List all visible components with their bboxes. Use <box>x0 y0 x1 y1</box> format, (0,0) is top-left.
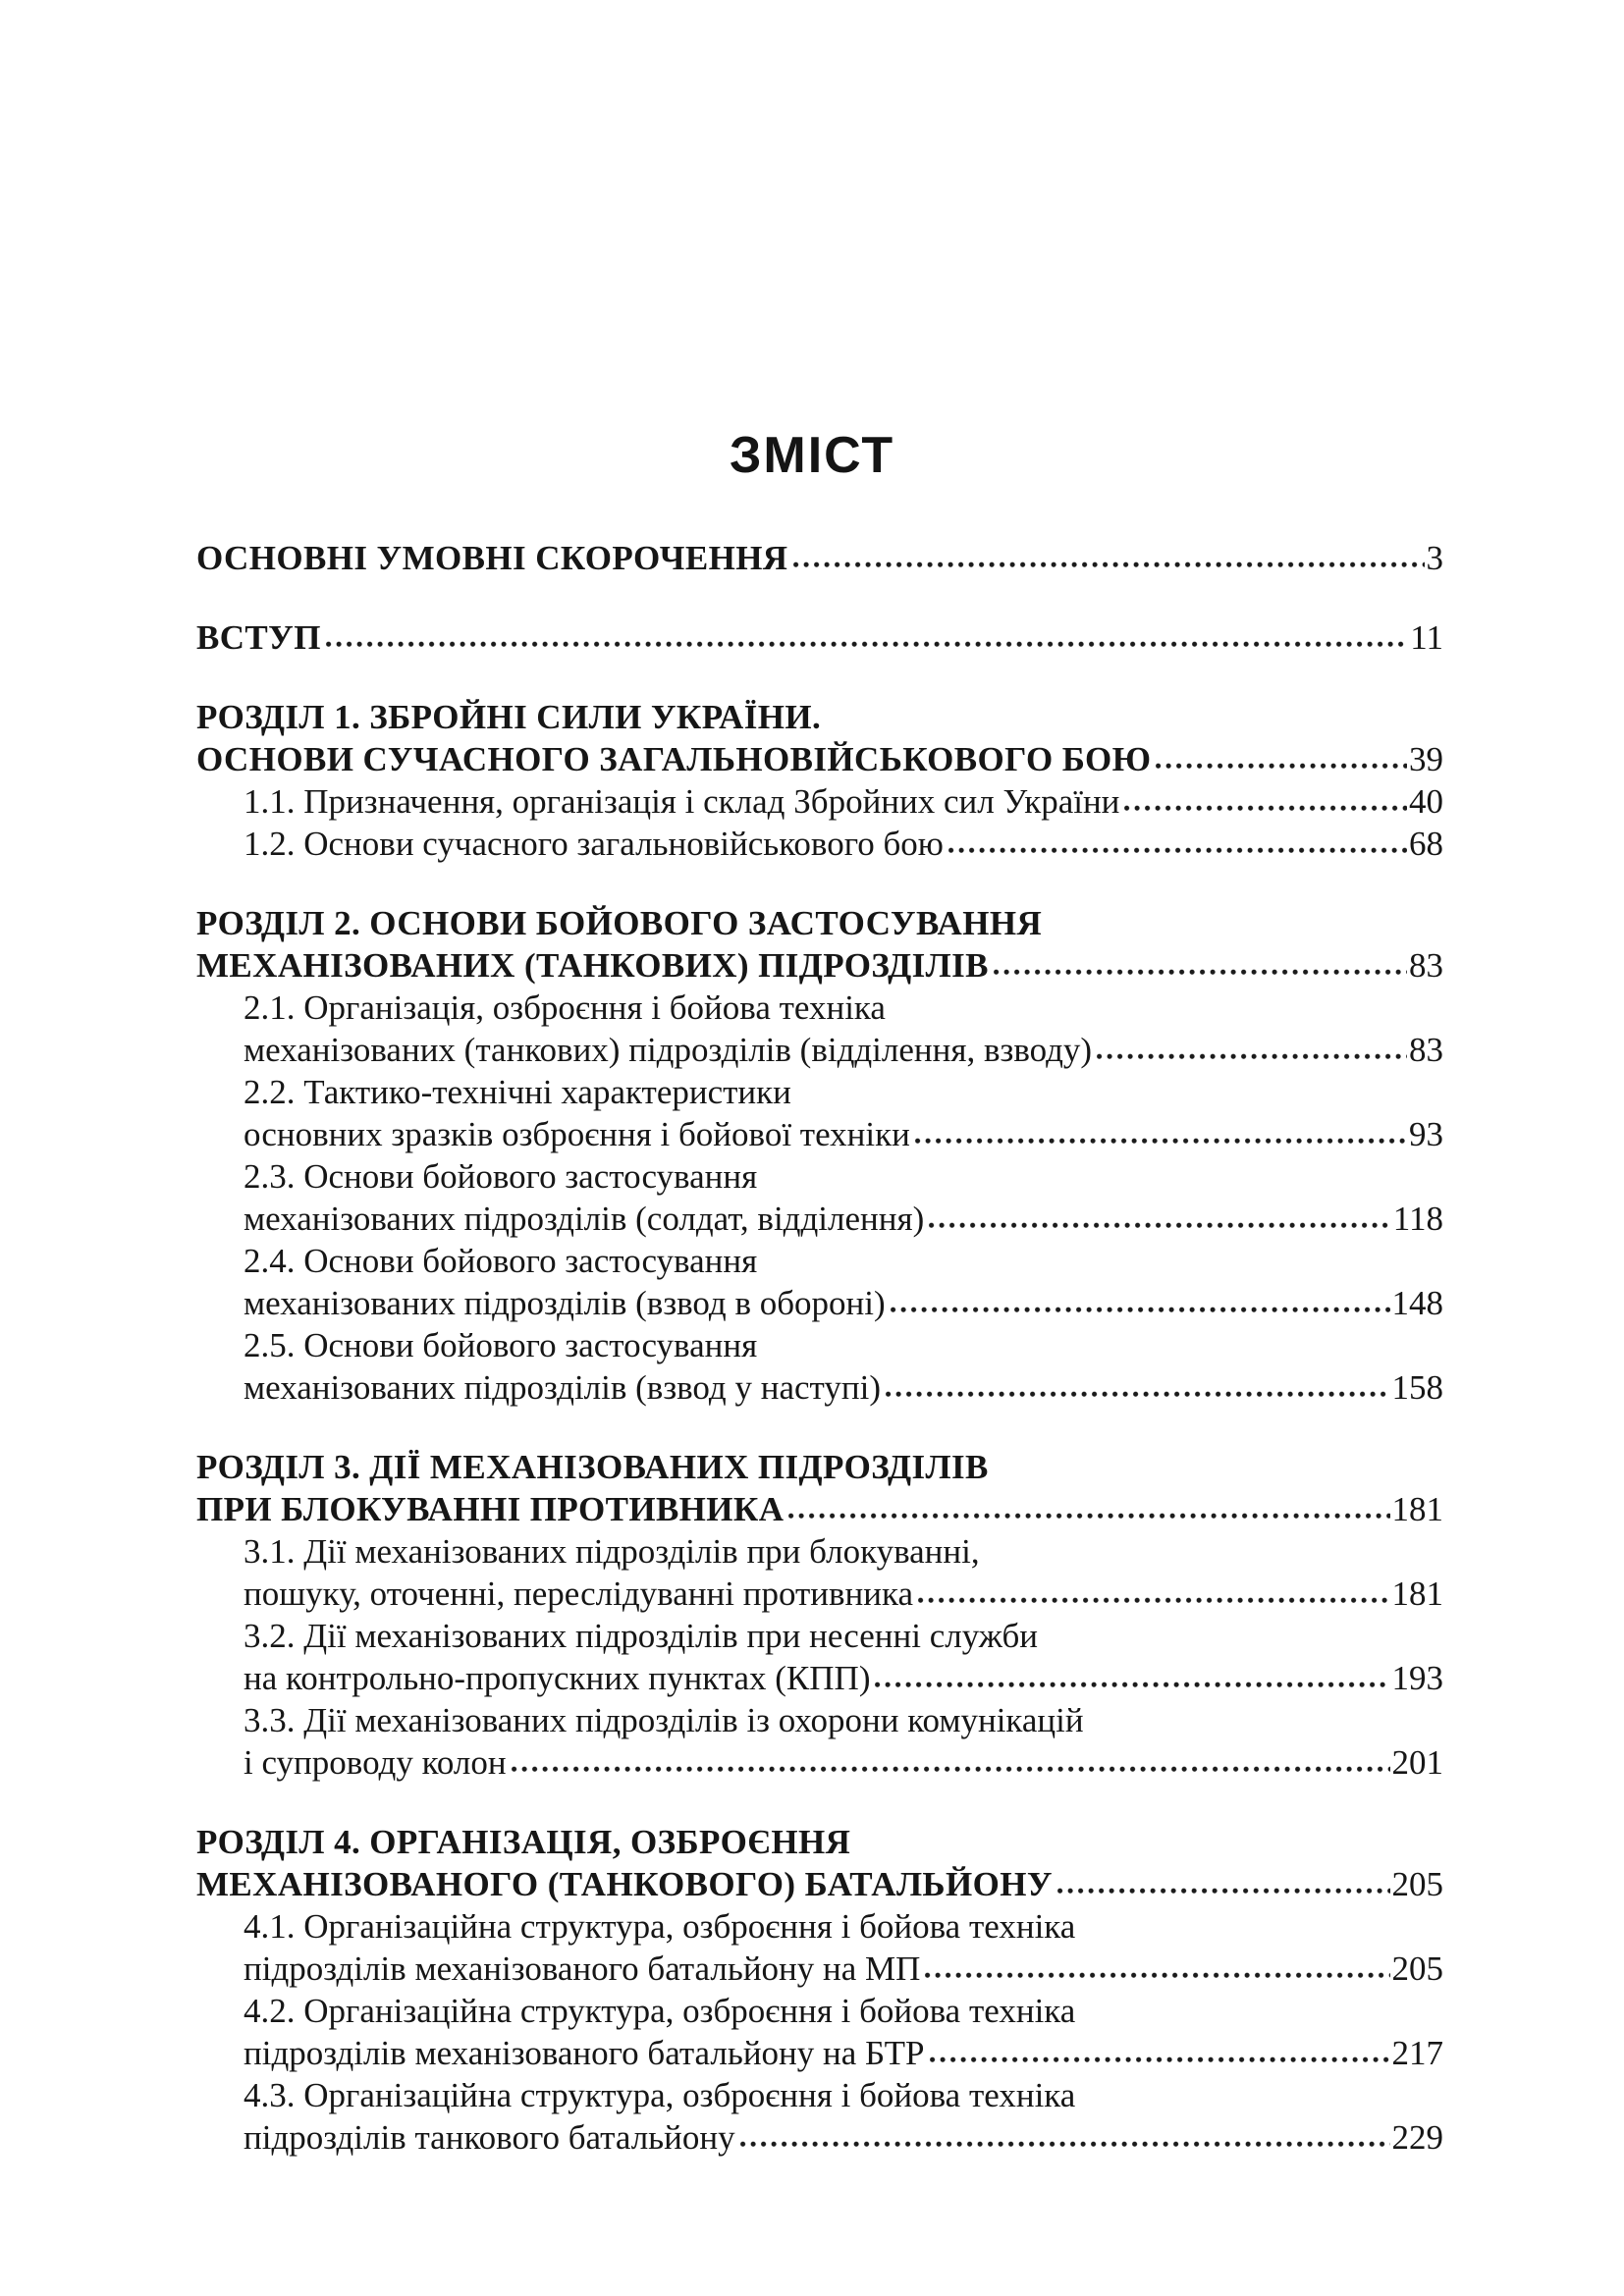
toc-entry-label: 1.2. Основи сучасного загальновійськового бою <box>244 825 944 863</box>
toc-row <box>196 2032 1443 2074</box>
toc-page-number: 158 <box>1391 1368 1443 1407</box>
toc-entry-label: 3.2. Дії механізованих підрозділів при несенні служби <box>244 1617 1039 1655</box>
toc-row <box>196 1821 1443 1863</box>
toc-row <box>196 1863 1443 1905</box>
toc-entry-label: 4.2. Організаційна структура, озброєння і бойова техніка <box>244 1992 1076 2030</box>
toc-leader-dots <box>918 1596 1389 1605</box>
toc-row <box>196 1366 1443 1409</box>
toc-entry-label: і супроводу колон <box>244 1743 507 1782</box>
toc-entry-label: 2.1. Організація, озброєння і бойова техніка <box>244 988 886 1027</box>
page-title: ЗМІСТ <box>729 427 895 484</box>
toc-row <box>196 1240 1443 1282</box>
toc-row <box>196 738 1443 780</box>
toc-leader-dots <box>929 1221 1391 1230</box>
toc-row <box>196 987 1443 1029</box>
toc-page-number: 93 <box>1409 1115 1443 1153</box>
toc-page-number: 11 <box>1410 618 1443 657</box>
toc-entry-label: основних зразків озброєння і бойової техніки <box>244 1115 910 1153</box>
toc-page-number: 40 <box>1409 782 1443 821</box>
toc-row <box>196 1573 1443 1615</box>
toc-page-number: 181 <box>1391 1575 1443 1613</box>
toc-row <box>196 616 1443 659</box>
toc-leader-dots <box>1057 1887 1390 1896</box>
toc-entry-label: РОЗДІЛ 2. ОСНОВИ БОЙОВОГО ЗАСТОСУВАННЯ <box>196 904 1043 942</box>
toc-entry-label: ВСТУП <box>196 618 321 657</box>
toc-leader-dots <box>1156 762 1407 771</box>
toc-row <box>196 823 1443 865</box>
toc-row <box>196 944 1443 987</box>
toc-leader-dots <box>793 561 1425 569</box>
toc-page-number: 205 <box>1391 1865 1443 1903</box>
toc-leader-dots <box>875 1681 1389 1689</box>
toc-entry-label: 3.3. Дії механізованих підрозділів із охорони комунікацій <box>244 1701 1084 1739</box>
toc-leader-dots <box>886 1390 1390 1399</box>
toc-row <box>196 1198 1443 1240</box>
toc-row <box>196 1155 1443 1198</box>
toc-page-number: 205 <box>1391 1949 1443 1988</box>
toc-entry-label: МЕХАНІЗОВАНОГО (ТАНКОВОГО) БАТАЛЬЙОНУ <box>196 1865 1053 1903</box>
toc-row <box>196 1446 1443 1488</box>
toc-list <box>196 537 1443 2159</box>
toc-entry-label: механізованих (танкових) підрозділів (відділення, взводу) <box>244 1031 1093 1069</box>
toc-entry-label: механізованих підрозділів (взвод у наступі) <box>244 1368 881 1407</box>
toc-entry-label: РОЗДІЛ 3. ДІЇ МЕХАНІЗОВАНИХ ПІДРОЗДІЛІВ <box>196 1448 989 1486</box>
toc-entry-label: 2.2. Тактико-технічні характеристики <box>244 1073 791 1111</box>
toc-row <box>196 902 1443 944</box>
toc-leader-dots <box>948 846 1407 855</box>
toc-row <box>196 2074 1443 2116</box>
toc-entry-label: підрозділів механізованого батальйону на МП <box>244 1949 921 1988</box>
toc-page-number: 181 <box>1391 1490 1443 1528</box>
toc-entry-label: МЕХАНІЗОВАНИХ (ТАНКОВИХ) ПІДРОЗДІЛІВ <box>196 946 989 985</box>
toc-entry-label: РОЗДІЛ 4. ОРГАНІЗАЦІЯ, ОЗБРОЄННЯ <box>196 1823 851 1861</box>
toc-entry-label: ПРИ БЛОКУВАННІ ПРОТИВНИКА <box>196 1490 785 1528</box>
toc-page-number: 83 <box>1409 1031 1443 1069</box>
toc-entry-label: 1.1. Призначення, організація і склад Збройних сил України <box>244 782 1120 821</box>
toc-entry-label: на контрольно-пропускних пунктах (КПП) <box>244 1659 871 1697</box>
toc-row <box>196 1905 1443 1948</box>
toc-entry-label: 4.1. Організаційна структура, озброєння і бойова техніка <box>244 1907 1076 1946</box>
toc-entry-label: механізованих підрозділів (взвод в обороні) <box>244 1284 886 1322</box>
toc-row <box>196 537 1443 579</box>
toc-page-number: 39 <box>1409 740 1443 778</box>
toc-row <box>196 1071 1443 1113</box>
toc-row <box>196 696 1443 738</box>
toc-row <box>196 1488 1443 1530</box>
toc-entry-label: 3.1. Дії механізованих підрозділів при блокуванні, <box>244 1532 980 1571</box>
toc-row <box>196 1948 1443 1990</box>
toc-row <box>196 1324 1443 1366</box>
toc-page-number: 229 <box>1391 2118 1443 2157</box>
toc-leader-dots <box>788 1512 1389 1521</box>
toc-entry-label: РОЗДІЛ 1. ЗБРОЙНІ СИЛИ УКРАЇНИ. <box>196 698 822 736</box>
toc-entry-label: підрозділів механізованого батальйону на БТР <box>244 2034 925 2072</box>
toc-entry-label: підрозділів танкового батальйону <box>244 2118 735 2157</box>
toc-leader-dots <box>512 1765 1390 1774</box>
toc-page-number: 83 <box>1409 946 1443 985</box>
toc-leader-dots <box>994 968 1407 977</box>
toc-row <box>196 1029 1443 1071</box>
toc-page-number: 118 <box>1392 1200 1443 1238</box>
toc-entry-label: 2.4. Основи бойового застосування <box>244 1242 758 1280</box>
toc-entry-label: 2.3. Основи бойового застосування <box>244 1157 758 1196</box>
toc-page-number: 193 <box>1391 1659 1443 1697</box>
toc-leader-dots <box>1097 1052 1407 1061</box>
toc-page-number: 201 <box>1391 1743 1443 1782</box>
toc-page-number: 148 <box>1391 1284 1443 1322</box>
toc-leader-dots <box>925 1971 1389 1980</box>
toc-leader-dots <box>915 1137 1407 1146</box>
toc-row <box>196 1657 1443 1699</box>
toc-entry-label: 2.5. Основи бойового застосування <box>244 1326 758 1364</box>
toc-leader-dots <box>326 640 1408 649</box>
toc-row <box>196 1530 1443 1573</box>
toc-row <box>196 1615 1443 1657</box>
toc-entry-label: 4.3. Організаційна структура, озброєння і бойова техніка <box>244 2076 1076 2114</box>
toc-leader-dots <box>740 2140 1390 2149</box>
toc-entry-label: ОСНОВНІ УМОВНІ СКОРОЧЕННЯ <box>196 539 788 577</box>
toc-entry-label: пошуку, оточенні, переслідуванні противника <box>244 1575 914 1613</box>
toc-row <box>196 1113 1443 1155</box>
toc-leader-dots <box>1124 804 1407 813</box>
toc-row <box>196 2116 1443 2159</box>
toc-entry-label: механізованих підрозділів (солдат, відділення) <box>244 1200 925 1238</box>
toc-leader-dots <box>891 1306 1390 1314</box>
toc-page-number: 68 <box>1409 825 1443 863</box>
toc-row <box>196 1741 1443 1784</box>
toc-page-number: 217 <box>1391 2034 1443 2072</box>
toc-page-number: 3 <box>1426 539 1443 577</box>
toc-row <box>196 1699 1443 1741</box>
toc-row <box>196 780 1443 823</box>
toc-row <box>196 1282 1443 1324</box>
toc-leader-dots <box>930 2056 1390 2064</box>
toc-row <box>196 1990 1443 2032</box>
toc-entry-label: ОСНОВИ СУЧАСНОГО ЗАГАЛЬНОВІЙСЬКОВОГО БОЮ <box>196 740 1152 778</box>
